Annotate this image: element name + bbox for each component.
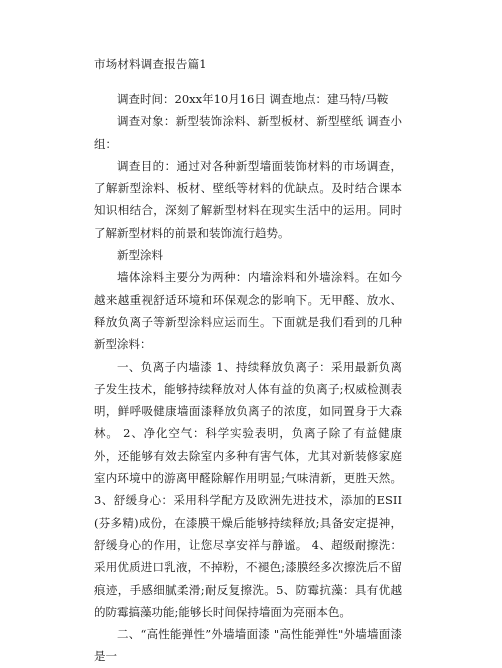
document-body [94, 88, 402, 668]
paragraph-survey-object: 调查对象：新型装饰涂料、新型板材、新型壁纸 调查小组： [94, 114, 402, 151]
paragraph-negative-ion-paint: 一、负离子内墙漆 1、持续释放负离子：采用最新负离子发生技术，能够持续释放对人体有益的负离子;权威检测表明，鲜呼吸健康墙面漆释放负离子的浓度，如同置身于大森林。 2、净化空气：科学实验表明，负离子除了有益健康外，还能够有效去除室内多种有害气体，尤其对新装修家庭室内环境中的游离甲醛除解作用明显;气味清新，更胜天然。 3、舒缓身心：采用科学配方及欧洲先进技术，添加的ESII(芬多精)成份，在漆膜干燥后能够持续释放;具备安定提神，舒缓身心的作用，让您尽享安祥与静谧。 4、超级耐擦洗：采用优质进口乳液，不掉粉，不褪色;漆膜经多次擦洗后不留痕迹，手感细腻柔滑;耐反复擦洗。5、防霉抗藻：具有优越的防霉搞藻功能;能够长时间保持墙面为亮丽本色。 [94, 359, 402, 619]
paragraph-elastic-exterior-paint: 二、“高性能弹性”外墙墙面漆 "高性能弹性"外墙墙面漆是一 [94, 627, 402, 664]
paragraph-wall-coatings: 墙体涂料主要分为两种：内墙涂料和外墙涂料。在如今越来越重视舒适环境和环保观念的影响下。无甲醛、放水、释放负离子等新型涂料应运而生。下面就是我们看到的几种新型涂料： [94, 270, 402, 352]
paragraph-survey-purpose: 调查目的：通过对各种新型墙面装饰材料的市场调查，了解新型涂料、板材、壁纸等材料的优缺点。及时结合课本知识相结合，深刻了解新型材料在现实生活中的运用。同时了解新型材料的前景和装饰流行趋势。 [94, 158, 402, 240]
paragraph-survey-time: 调查时间：20xx年10月16日 调查地点：建马特/马鞍 [117, 92, 389, 106]
document-title: 市场材料调查报告篇1 [94, 57, 207, 71]
section-heading-new-coatings: 新型涂料 [117, 248, 163, 263]
